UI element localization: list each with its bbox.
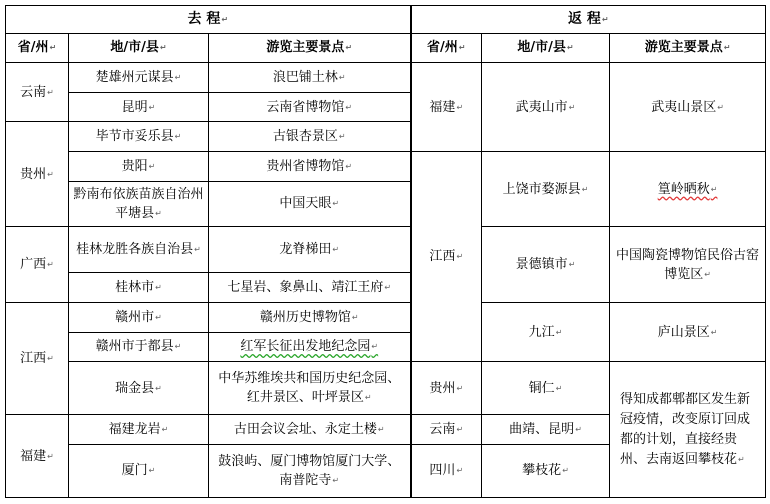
return-header-sights: 游览主要景点 ↵ bbox=[610, 33, 766, 63]
outbound-sights: 七星岩、象鼻山、靖江王府 ↵ bbox=[209, 273, 411, 303]
outbound-sights: 中国天眼 ↵ bbox=[209, 181, 411, 227]
outbound-title: 去 程 ↵ bbox=[6, 6, 411, 34]
outbound-city: 桂林市 ↵ bbox=[69, 273, 209, 303]
outbound-province-yunnan: 云南 ↵ bbox=[6, 63, 69, 122]
outbound-city: 楚雄州元谋县 ↵ bbox=[69, 63, 209, 93]
outbound-sights: 贵州省博物馆 ↵ bbox=[209, 151, 411, 181]
outbound-city: 桂林龙胜各族自治县 ↵ bbox=[69, 227, 209, 273]
outbound-city: 福建龙岩 ↵ bbox=[69, 415, 209, 445]
outbound-sights: 浪巴铺土林 ↵ bbox=[209, 63, 411, 93]
outbound-sights: 红军长征出发地纪念园 ↵ bbox=[209, 332, 411, 362]
return-header-province: 省/州 ↵ bbox=[411, 33, 482, 63]
outbound-city: 贵阳 ↵ bbox=[69, 151, 209, 181]
outbound-header-city: 地/市/县 ↵ bbox=[69, 33, 209, 63]
return-sights: 篁岭晒秋 ↵ bbox=[610, 151, 766, 227]
return-city: 上饶市婺源县 ↵ bbox=[482, 151, 610, 227]
itinerary-table bbox=[5, 5, 766, 498]
return-sights: 中国陶瓷博物馆民俗古窑博览区 ↵ bbox=[610, 227, 766, 303]
return-province-jiangxi: 江西 ↵ bbox=[411, 151, 482, 361]
return-title: 返 程 ↵ bbox=[411, 6, 766, 34]
return-city: 九江 ↵ bbox=[482, 302, 610, 361]
return-province-fujian: 福建 ↵ bbox=[411, 63, 482, 152]
return-city: 景德镇市 ↵ bbox=[482, 227, 610, 303]
outbound-header-province: 省/州 ↵ bbox=[6, 33, 69, 63]
outbound-sights: 云南省博物馆 ↵ bbox=[209, 92, 411, 122]
return-province-yunnan: 云南 ↵ bbox=[411, 415, 482, 445]
outbound-header-sights: 游览主要景点 ↵ bbox=[209, 33, 411, 63]
outbound-city: 昆明 ↵ bbox=[69, 92, 209, 122]
outbound-province-guizhou: 贵州 ↵ bbox=[6, 122, 69, 227]
return-note: 得知成都郫都区发生新冠疫情，改变原订回成都的计划，直接经贵州、去南返回攀枝花 ↵ bbox=[610, 362, 766, 498]
outbound-sights: 古银杏景区 ↵ bbox=[209, 122, 411, 152]
outbound-sights: 古田会议会址、永定土楼 ↵ bbox=[209, 415, 411, 445]
outbound-city: 赣州市 ↵ bbox=[69, 302, 209, 332]
outbound-province-jiangxi: 江西 ↵ bbox=[6, 302, 69, 414]
return-province-guizhou: 贵州 ↵ bbox=[411, 362, 482, 415]
return-province-sichuan: 四川 ↵ bbox=[411, 444, 482, 497]
return-city: 铜仁 ↵ bbox=[482, 362, 610, 415]
outbound-city: 瑞金县 ↵ bbox=[69, 362, 209, 415]
outbound-province-fujian: 福建 ↵ bbox=[6, 415, 69, 498]
return-city: 攀枝花 ↵ bbox=[482, 444, 610, 497]
return-city: 武夷山市 ↵ bbox=[482, 63, 610, 152]
return-sights: 庐山景区 ↵ bbox=[610, 302, 766, 361]
return-sights: 武夷山景区 ↵ bbox=[610, 63, 766, 152]
outbound-city: 黔南布依族苗族自治州平塘县 ↵ bbox=[69, 181, 209, 227]
outbound-city: 赣州市于都县 ↵ bbox=[69, 332, 209, 362]
outbound-city: 毕节市妥乐县 ↵ bbox=[69, 122, 209, 152]
outbound-sights: 赣州历史博物馆 ↵ bbox=[209, 302, 411, 332]
outbound-city: 厦门 ↵ bbox=[69, 444, 209, 497]
outbound-province-guangxi: 广西 ↵ bbox=[6, 227, 69, 303]
outbound-sights: 中华苏维埃共和国历史纪念园、红井景区、叶坪景区 ↵ bbox=[209, 362, 411, 415]
outbound-sights: 鼓浪屿、厦门博物馆厦门大学、南普陀寺 ↵ bbox=[209, 444, 411, 497]
return-header-city: 地/市/县 ↵ bbox=[482, 33, 610, 63]
outbound-sights: 龙脊梯田 ↵ bbox=[209, 227, 411, 273]
return-city: 曲靖、昆明 ↵ bbox=[482, 415, 610, 445]
